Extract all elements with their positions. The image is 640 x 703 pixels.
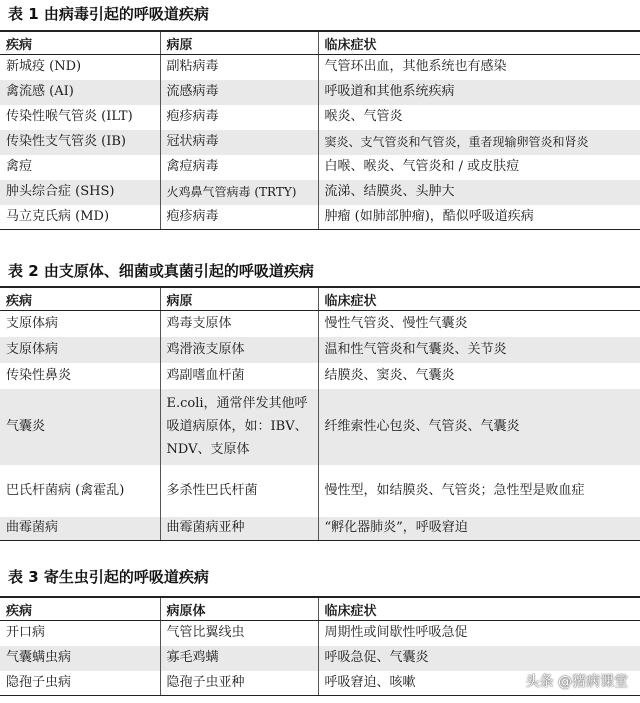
table-row: [0, 311, 640, 337]
column-header-pathogen: 病原: [160, 31, 318, 55]
symptoms-cell: 温和性气管炎和气囊炎、关节炎: [318, 337, 640, 363]
pathogen-cell: 多杀性巴氏杆菌: [160, 465, 318, 517]
column-header-disease: 疾病: [0, 31, 160, 55]
table-row: [0, 155, 640, 180]
pathogen-cell: 鸡滑液支原体: [160, 337, 318, 363]
symptoms-cell: 气管环出血，其他系统也有感染: [318, 55, 640, 80]
symptoms-cell: 结膜炎、窦炎、气囊炎: [318, 363, 640, 389]
symptoms-cell: 白喉、喉炎、气管炎和 / 或皮肤痘: [318, 155, 640, 180]
disease-cell: 新城疫 (ND): [6, 59, 82, 75]
table-row: [0, 205, 640, 230]
table-row: [0, 80, 640, 105]
pathogen-cell: 冠状病毒: [160, 130, 318, 155]
disease-cell: 开口病: [6, 625, 46, 641]
disease-cell: 传染性鼻炎: [6, 367, 72, 383]
pathogen-cell: 火鸡鼻气管病毒 (TRTY): [160, 180, 318, 205]
table-row: [0, 130, 640, 155]
pathogen-cell: 寡毛鸡螨: [160, 646, 318, 671]
table1: [0, 30, 640, 230]
pathogen-cell: 气管比翼线虫: [160, 621, 318, 646]
disease-cell: 曲霉菌病: [0, 517, 160, 541]
table3-header-row: [0, 597, 640, 621]
pathogen-cell: 疱疹病毒: [160, 105, 318, 130]
disease-cell: 气囊炎: [0, 389, 160, 465]
symptoms-cell: 喉炎、气管炎: [318, 105, 640, 130]
symptoms-cell: 肿瘤 (如肺部肿瘤)，酷似呼吸道疾病: [318, 205, 640, 230]
column-header-pathogen: 病原: [160, 287, 318, 311]
table1-title: 表 1 由病毒引起的呼吸道疾病: [8, 5, 209, 23]
column-header-symptoms: 临床症状: [318, 597, 640, 621]
table3-title: 表 3 寄生虫引起的呼吸道疾病: [8, 568, 209, 586]
table-row: [0, 337, 640, 363]
table1-header-row: [0, 31, 640, 55]
symptoms-cell: 慢性型，如结膜炎、气管炎；急性型是败血症: [318, 465, 640, 517]
column-header-disease: 疾病: [0, 287, 160, 311]
symptoms-cell: 慢性气管炎、慢性气囊炎: [318, 311, 640, 337]
table-row: [0, 389, 640, 465]
column-header-symptoms: 临床症状: [318, 287, 640, 311]
table-row: [0, 646, 640, 671]
disease-cell: 隐孢子虫病: [0, 671, 160, 696]
disease-cell: 支原体病: [0, 337, 160, 363]
table-row: [0, 465, 640, 517]
disease-cell: 马立克氏病 (MD): [0, 205, 160, 230]
column-header-symptoms: 临床症状: [318, 31, 640, 55]
table-row: [0, 621, 640, 646]
pathogen-cell: 副粘病毒: [160, 55, 318, 80]
column-header-disease: 疾病: [0, 597, 160, 621]
disease-cell: 支原体病: [6, 315, 59, 331]
watermark: 头条 @猪病课堂: [525, 674, 628, 690]
pathogen-cell: 流感病毒: [160, 80, 318, 105]
pathogen-cell: 鸡副嗜血杆菌: [160, 363, 318, 389]
table-row: [0, 180, 640, 205]
disease-cell: 传染性支气管炎 (IB): [0, 130, 160, 155]
table2-header-row: [0, 287, 640, 311]
pathogen-cell: 禽痘病毒: [160, 155, 318, 180]
disease-cell: 气囊螨虫病: [0, 646, 160, 671]
column-header-pathogen: 病原体: [160, 597, 318, 621]
pathogen-cell: 鸡毒支原体: [160, 311, 318, 337]
table2: [0, 286, 640, 541]
symptoms-cell: 呼吸窘迫、咳嗽: [318, 671, 640, 696]
symptoms-cell: 呼吸道和其他系统疾病: [318, 80, 640, 105]
table-row: [0, 55, 640, 80]
disease-cell: 传染性喉气管炎 (ILT): [6, 109, 133, 124]
disease-cell: 禽痘: [6, 159, 33, 174]
table2-title: 表 2 由支原体、细菌或真菌引起的呼吸道疾病: [8, 262, 314, 280]
symptoms-cell: 窦炎、支气管炎和气管炎，重者现输卵管炎和肾炎: [318, 130, 640, 155]
pathogen-cell: 隐孢子虫亚种: [160, 671, 318, 696]
pathogen-cell: 疱疹病毒: [160, 205, 318, 230]
table-row: [0, 363, 640, 389]
symptoms-cell: 纤维索性心包炎、气管炎、气囊炎: [318, 389, 640, 465]
symptoms-cell: 周期性或间歇性呼吸急促: [318, 621, 640, 646]
pathogen-cell: 曲霉菌病亚种: [160, 517, 318, 541]
disease-cell: 禽流感 (AI): [0, 80, 160, 105]
table-row: [0, 517, 640, 541]
disease-cell: 巴氏杆菌病 (禽霍乱): [6, 482, 125, 498]
pathogen-cell: E.coli，通常伴发其他呼吸道病原体，如：IBV、NDV、支原体: [160, 389, 318, 465]
symptoms-cell: 流涕、结膜炎、头肿大: [318, 180, 640, 205]
symptoms-cell: 呼吸急促、气囊炎: [318, 646, 640, 671]
symptoms-cell: “孵化器肺炎”，呼吸窘迫: [318, 517, 640, 541]
table-row: [0, 105, 640, 130]
disease-cell: 肿头综合症 (SHS): [0, 180, 160, 205]
